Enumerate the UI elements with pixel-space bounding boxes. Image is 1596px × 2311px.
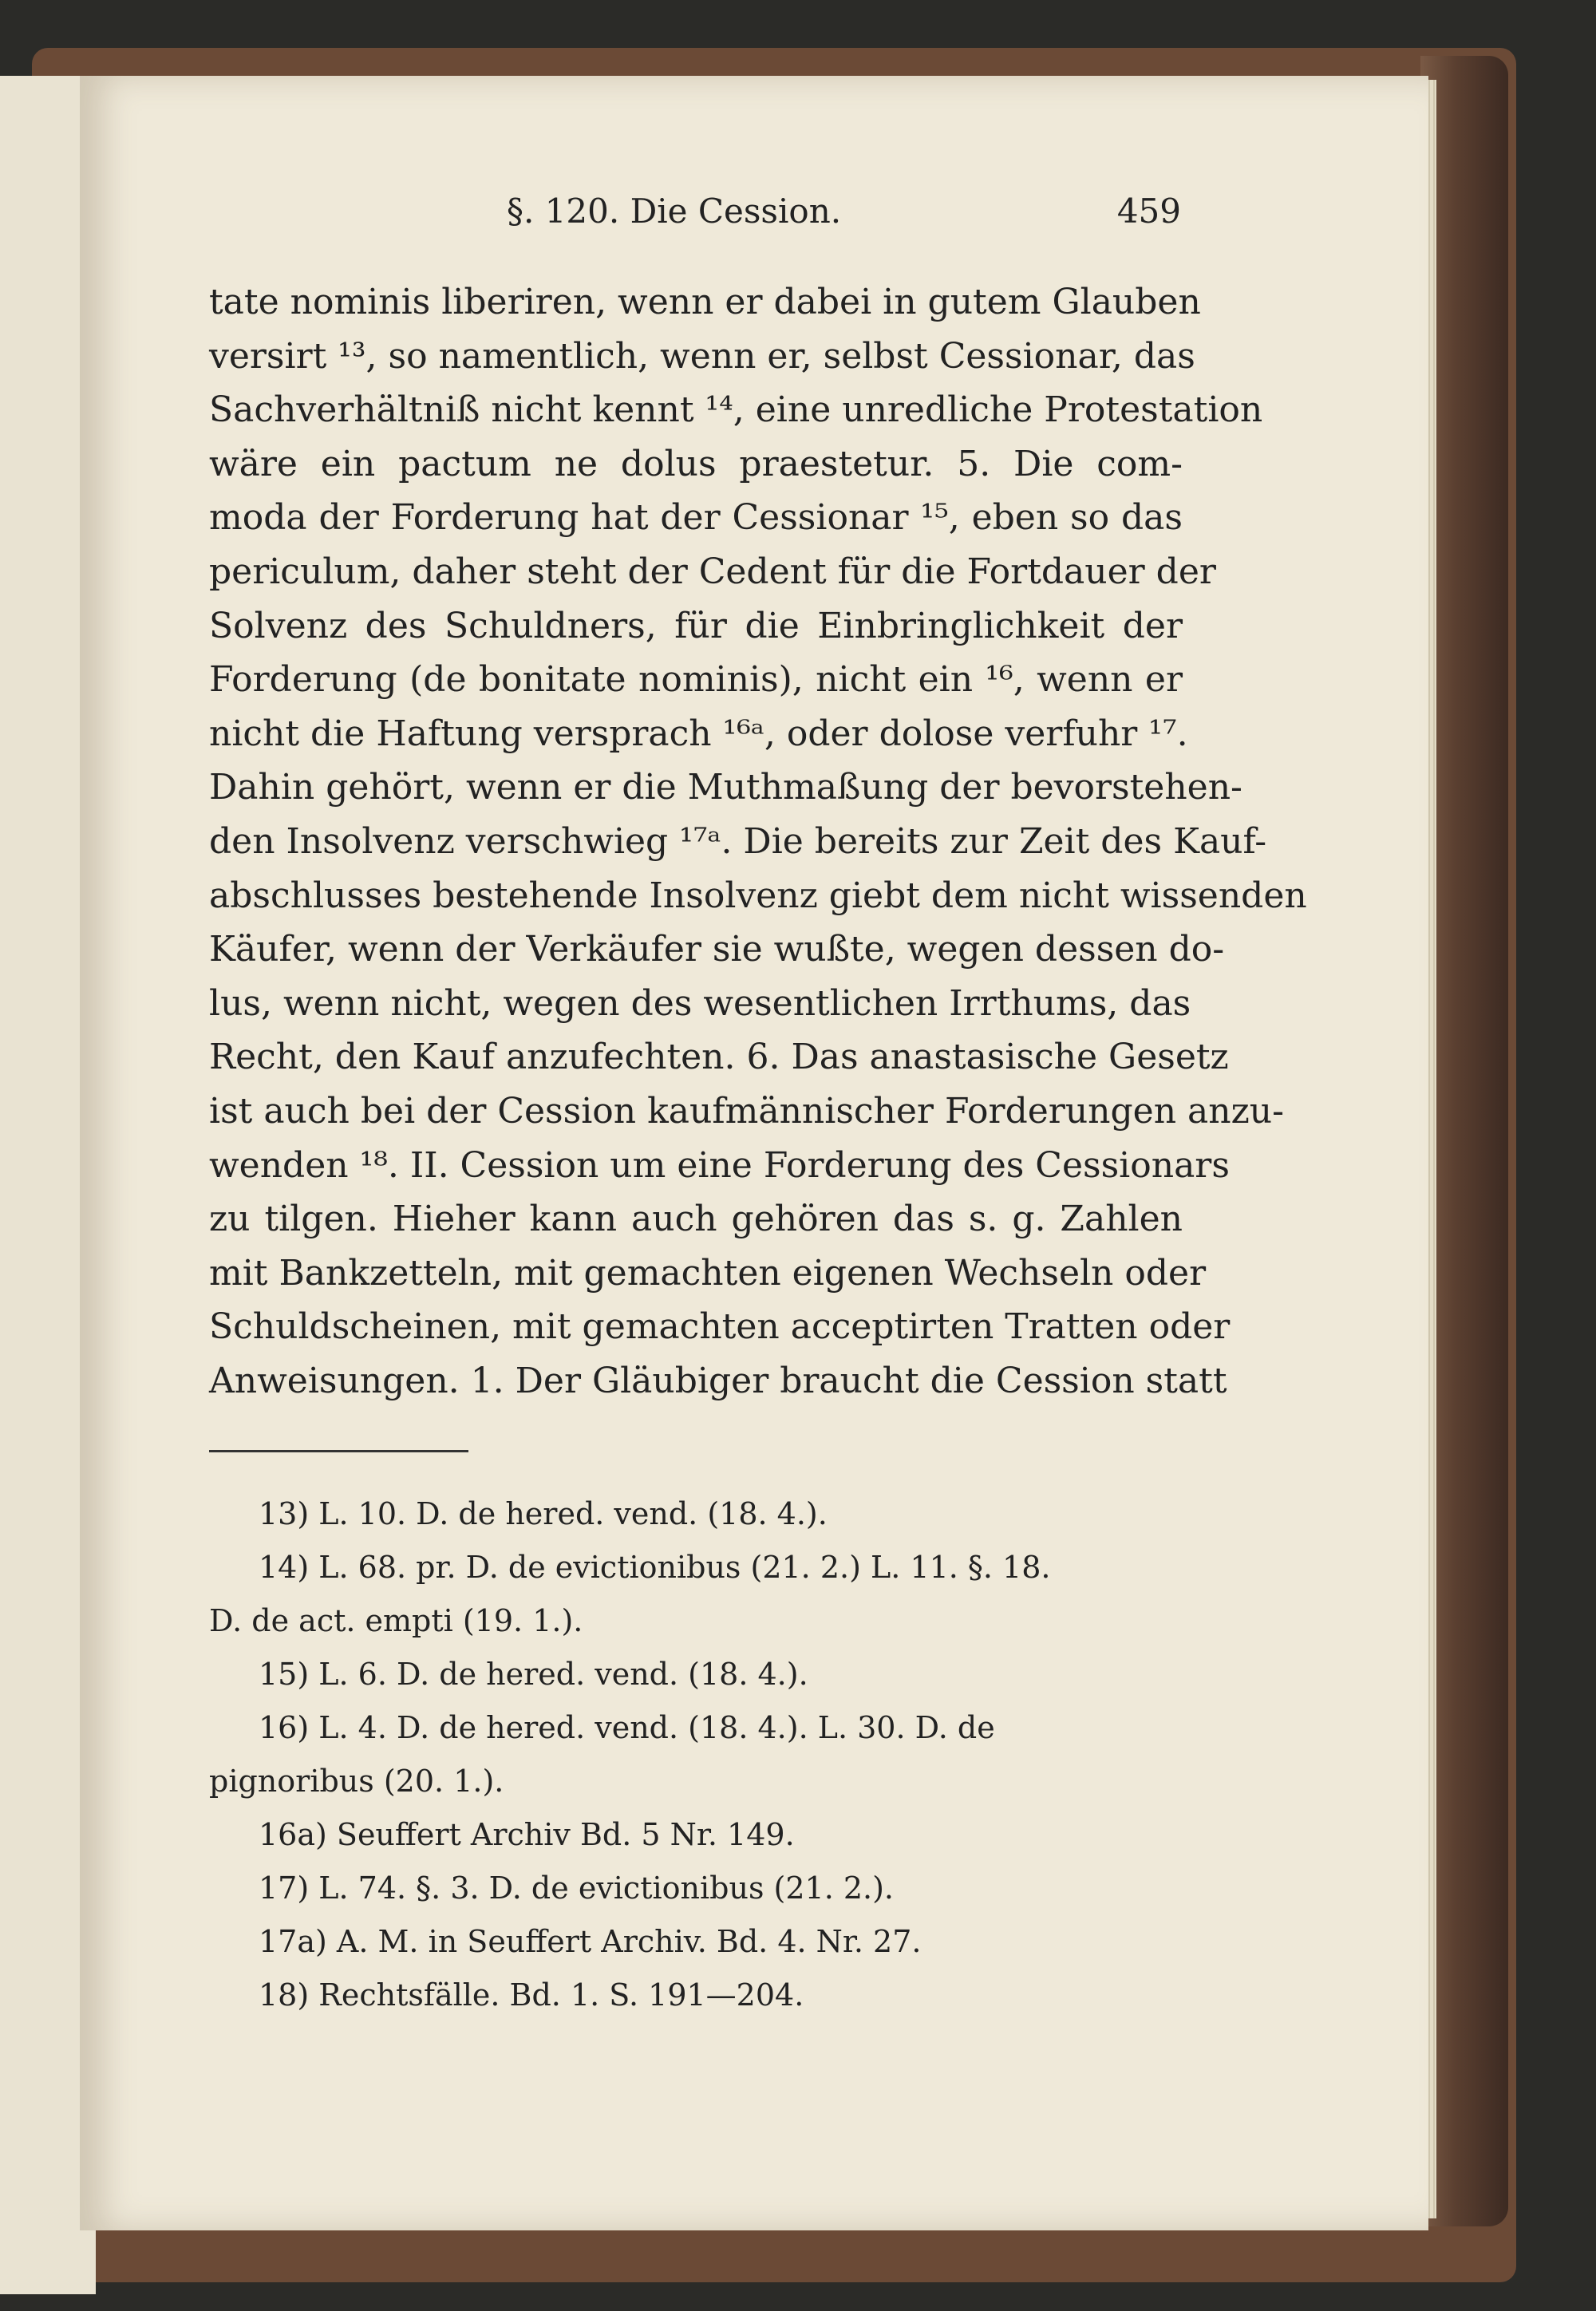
text-line: mit Bankzetteln, mit gemachten eigenen Wechseln oder: [209, 1252, 1207, 1294]
section-title: §. 120. Die Cession.: [507, 192, 842, 231]
footnote: [209, 1487, 1183, 1541]
footnote-line: 16a) Seuffert Archiv Bd. 5 Nr. 149.: [259, 1817, 795, 1852]
running-header: [207, 192, 1181, 239]
footnote: [209, 1915, 1183, 1969]
text-line: Dahin gehört, wenn er die Muthmaßung der bevorstehen-: [209, 767, 1242, 808]
text-line: wenden ¹⁸. II. Cession um eine Forderung des Cessionars: [209, 1144, 1230, 1186]
main-text: [209, 275, 1307, 1408]
footnote-divider: [209, 1450, 468, 1452]
footnote-line: D. de act. empti (19. 1.).: [209, 1603, 583, 1638]
text-line: lus, wenn nicht, wegen des wesentlichen Irrthums, das: [209, 982, 1191, 1024]
footnote-line: 18) Rechtsfälle. Bd. 1. S. 191—204.: [259, 1977, 804, 2013]
page-number: 459: [1116, 192, 1181, 231]
text-line: zu tilgen. Hieher kann auch gehören das s. g. Zahlen: [209, 1199, 1183, 1240]
footnote: [209, 1648, 1183, 1701]
footnote-line: pignoribus (20. 1.).: [209, 1764, 504, 1799]
footnote-line: 16) L. 4. D. de hered. vend. (18. 4.). L. 30. D. de: [259, 1710, 995, 1745]
footnote: [209, 1969, 1183, 2022]
text-line: Sachverhältniß nicht kennt ¹⁴, eine unredliche Protestation: [209, 389, 1263, 431]
text-line: periculum, daher steht der Cedent für die Fortdauer der: [209, 551, 1216, 592]
text-line: den Insolvenz verschwieg ¹⁷ᵃ. Die bereits zur Zeit des Kauf-: [209, 820, 1267, 862]
footnote: [209, 1862, 1183, 1915]
footnote-line: 17) L. 74. §. 3. D. de evictionibus (21. 2.).: [259, 1871, 895, 1906]
footnote-line: 17a) A. M. in Seuffert Archiv. Bd. 4. Nr. 27.: [259, 1924, 922, 1959]
footnote: [209, 1701, 1183, 1808]
text-line: Schuldscheinen, mit gemachten acceptirten Tratten oder: [209, 1306, 1231, 1348]
text-line: moda der Forderung hat der Cessionar ¹⁵, eben so das: [209, 497, 1183, 539]
footnote: [209, 1541, 1183, 1648]
footnote-line: 13) L. 10. D. de hered. vend. (18. 4.).: [259, 1496, 828, 1531]
footnote-line: 14) L. 68. pr. D. de evictionibus (21. 2.) L. 11. §. 18.: [259, 1550, 1051, 1585]
text-line: Käufer, wenn der Verkäufer sie wußte, wegen dessen do-: [209, 929, 1225, 970]
footnotes: [209, 1487, 1183, 2022]
footnote-line: 15) L. 6. D. de hered. vend. (18. 4.).: [259, 1657, 808, 1692]
text-line: nicht die Haftung versprach ¹⁶ᵃ, oder dolose verfuhr ¹⁷.: [209, 713, 1188, 754]
text-line: versirt ¹³, so namentlich, wenn er, selbst Cessionar, das: [209, 335, 1195, 377]
text-line: ist auch bei der Cession kaufmännischer Forderungen anzu-: [209, 1090, 1284, 1132]
text-line: abschlusses bestehende Insolvenz giebt dem nicht wissenden: [209, 875, 1307, 916]
footnote: [209, 1808, 1183, 1862]
text-line: wäre ein pactum ne dolus praestetur. 5. Die com-: [209, 443, 1183, 484]
text-line: tate nominis liberiren, wenn er dabei in gutem Glauben: [209, 282, 1201, 322]
text-line: Anweisungen. 1. Der Gläubiger braucht die Cession statt: [209, 1360, 1227, 1401]
text-line: Solvenz des Schuldners, für die Einbringlichkeit der: [209, 605, 1183, 646]
text-line: Forderung (de bonitate nominis), nicht ein ¹⁶, wenn er: [209, 659, 1183, 701]
text-line: Recht, den Kauf anzufechten. 6. Das anastasische Gesetz: [209, 1037, 1229, 1078]
